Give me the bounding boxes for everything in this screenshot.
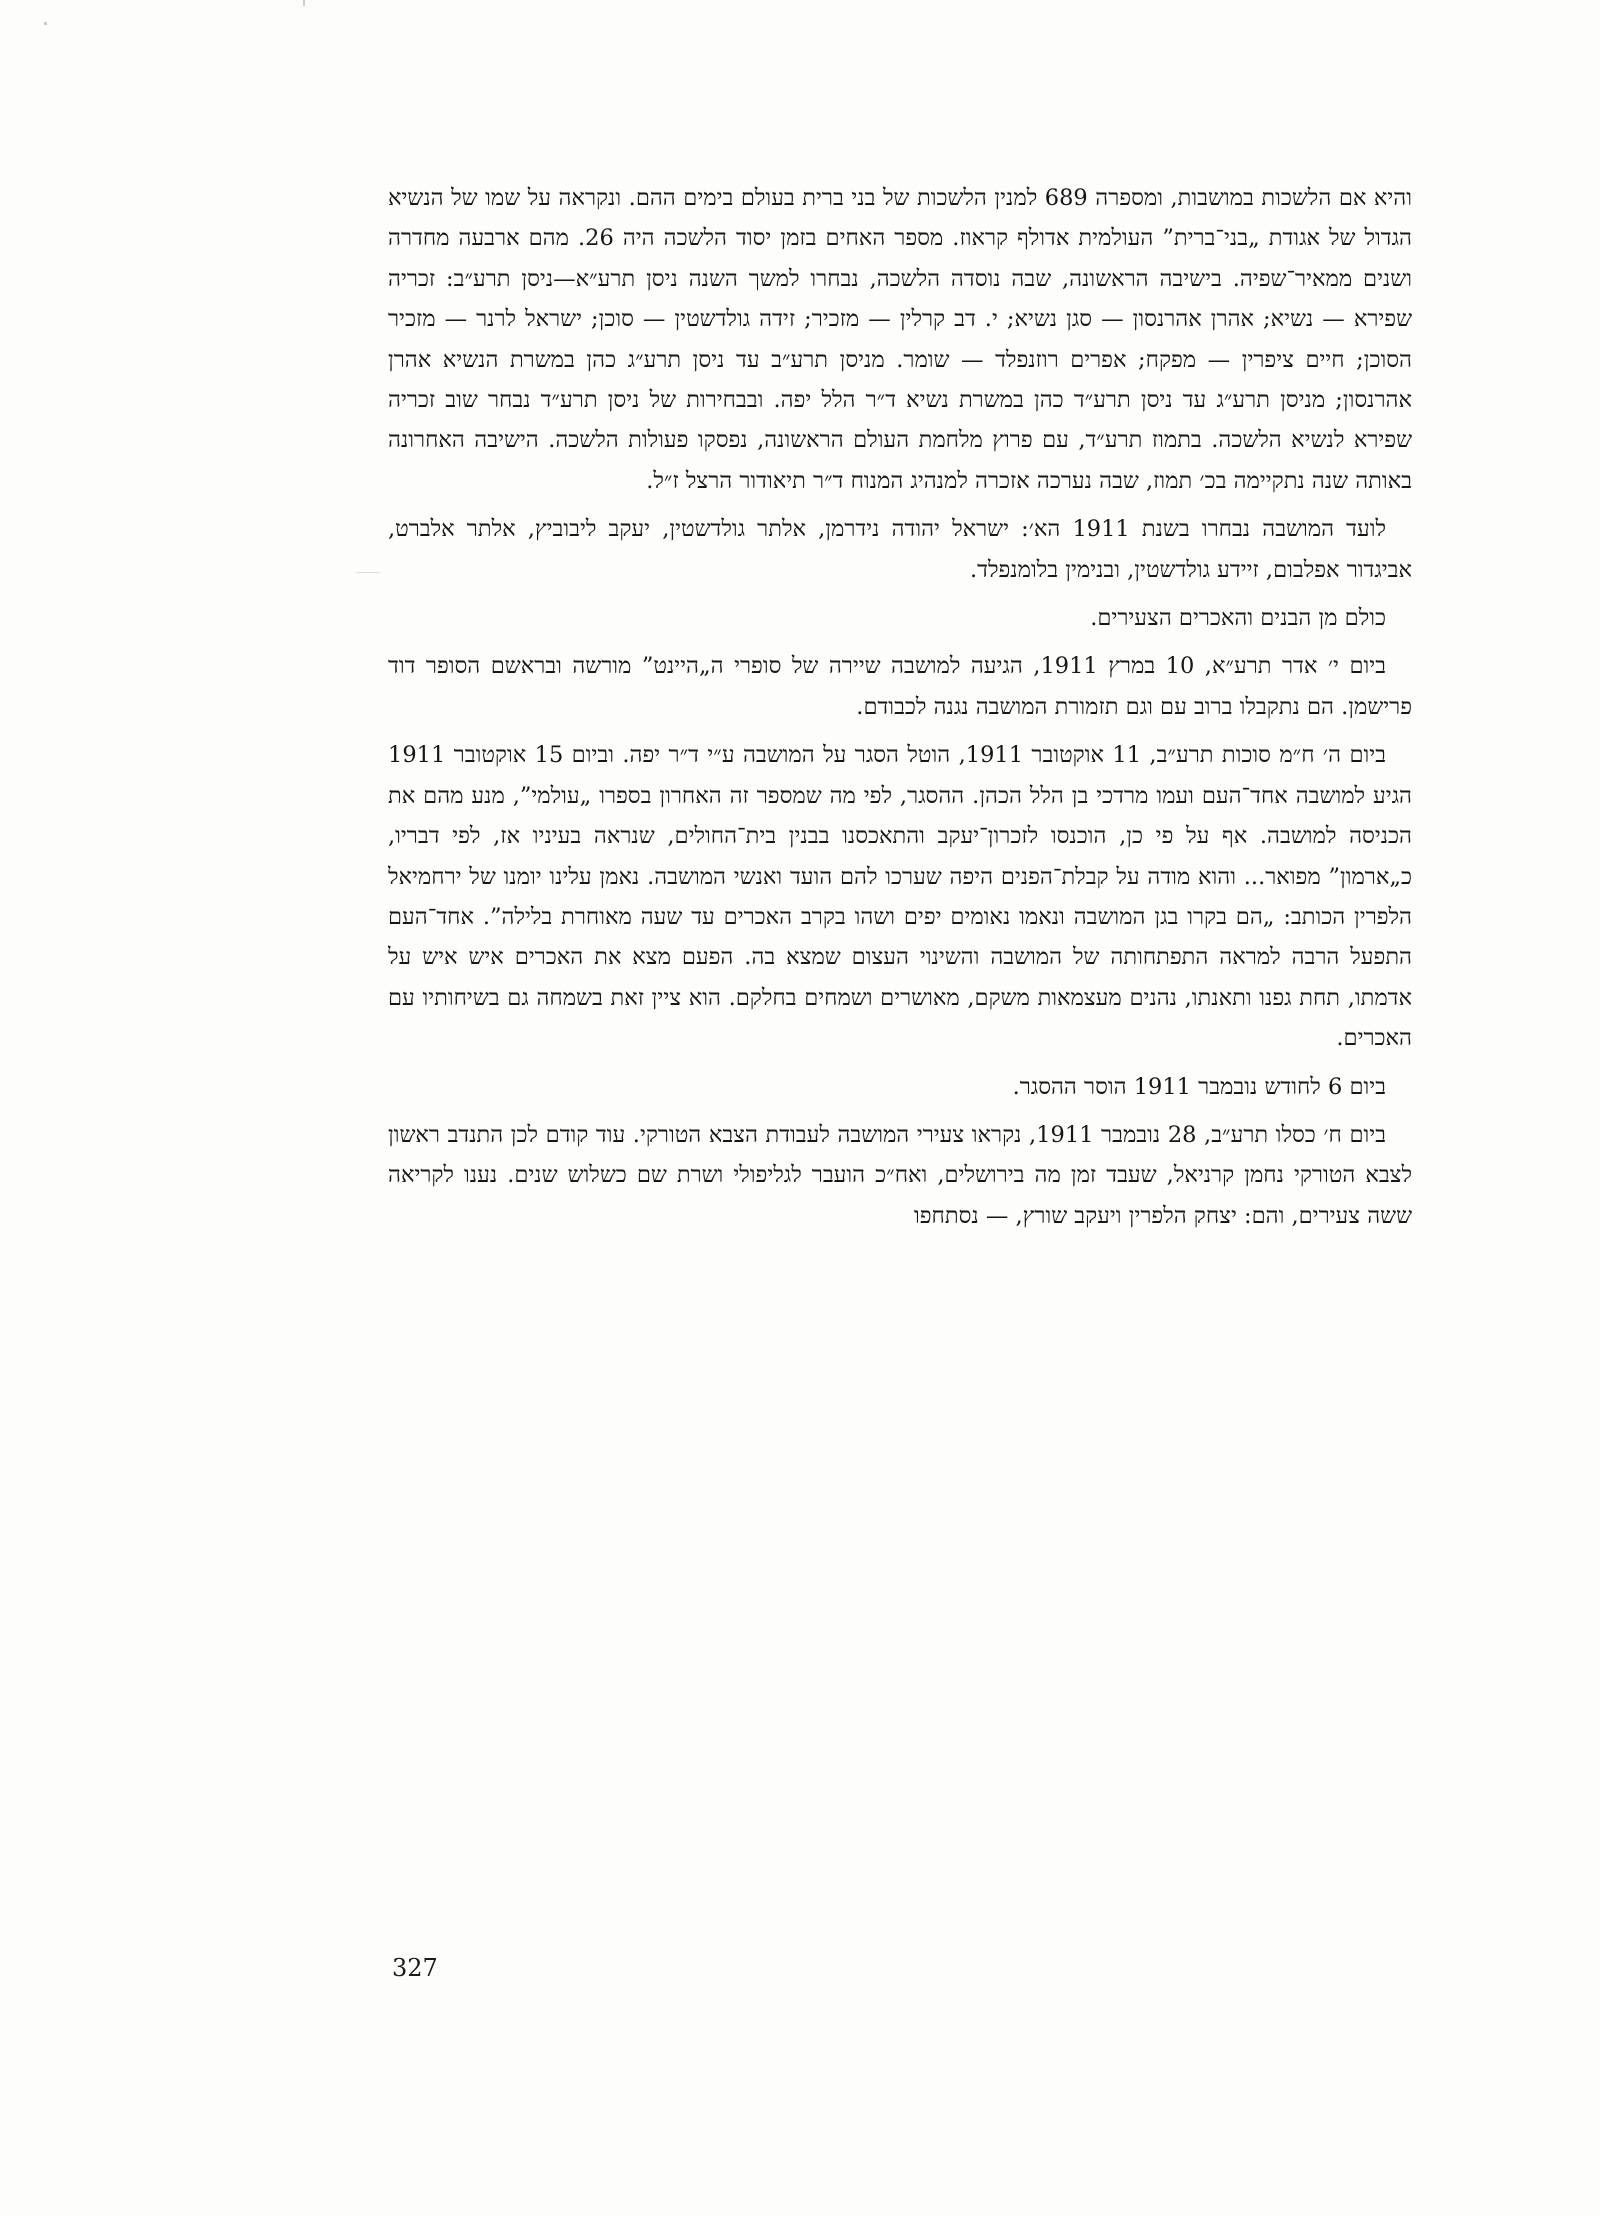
scan-speck	[44, 22, 47, 25]
paragraph-lodge-history: והיא אם הלשכות במושבות, ומספרה 689 למנין הלשכות של בני ברית בעולם בימים ההם. ונקראה על שמו של הנשיא הגדול של אגודת „בני־ברית” העולמית אדולף קראוז. מספר האחים בזמן יסוד הלשכה היה 26. מהם ארבעה מחדרה ושנים ממאיר־שפיה. בישיבה הראשונה, שבה נוסדה הלשכה, נבחרו למשך השנה ניסן תרע״א—ניסן תרע״ב: זכריה שפירא — נשיא; אהרן אהרנסון — סגן נשיא; י. דב קרלין — מזכיר; זידה גולדשטין — סוכן; ישראל לרנר — מזכיר הסוכן; חיים ציפרין — מפקח; אפרים רוזנפלד — שומר. מניסן תרע״ב עד ניסן תרע״ג כהן במשרת הנשיא אהרן אהרנסון; מניסן תרע״ג עד ניסן תרע״ד כהן במשרת נשיא ד״ר הלל יפה. ובבחירות של ניסן תרע״ד נבחר שוב זכריה שפירא לנשיא הלשכה. בתמוז תרע״ד, עם פרוץ מלחמת העולם הראשונה, נפסקו פעולות הלשכה. הישיבה האחרונה באותה שנה נתקיימה בכ׳ תמוז, שבה נערכה אזכרה למנהיג המנוח ד״ר תיאודור הרצל ז״ל.	[388, 185, 1413, 494]
paragraph-young-farmers: כולם מן הבנים והאכרים הצעירים.	[1090, 605, 1386, 632]
body-text	[388, 178, 1412, 1236]
paragraph-council-1911: לועד המושבה נבחרו בשנת 1911 הא׳: ישראל יהודה נידרמן, אלתר גולדשטין, יעקב ליבוביץ, אלתר אלברט, אביגדור אפלבום, זיידע גולדשטין, ובנימין בלומנפלד.	[388, 516, 1412, 583]
page-number: 327	[392, 1954, 438, 1982]
paragraph-quarantine: ביום ה׳ ח״מ סוכות תרע״ב, 11 אוקטובר 1911, הוטל הסגר על המושבה ע״י ד״ר יפה. וביום 15 אוקטובר 1911 הגיע למושבה אחד־העם ועמו מרדכי בן הלל הכהן. ההסגר, לפי מה שמספר זה האחרון בספרו „עולמי”, מנע מהם את הכניסה למושבה. אף על פי כן, הוכנסו לזכרון־יעקב והתאכסנו בבנין בית־החולים, שנראה בעיניו אז, לפי דבריו, כ„ארמון” מפואר... והוא מודה על קבלת־הפנים היפה שערכו להם הועד ואנשי המושבה. נאמן עלינו יומנו של ירחמיאל הלפרין הכותב: „הם בקרו בגן המושבה ונאמו נאומים יפים ושהו בקרב האכרים עד שעה מאוחרת בלילה”. אחד־העם התפעל הרבה למראה התפתחותה של המושבה והשינוי העצום שמצא בה. הפעם מצא את האכרים איש איש על אדמתו, תחת גפנו ותאנתו, נהנים מעצמאות משקם, מאושרים ושמחים בחלקם. הוא ציין זאת בשמחה גם בשיחותיו עם האכרים.	[388, 742, 1412, 1052]
paragraph-army-conscription: ביום ח׳ כסלו תרע״ב, 28 נובמבר 1911, נקראו צעירי המושבה לעבודת הצבא הטורקי. עוד קודם לכן התנדב ראשון לצבא הטורקי נחמן קרניאל, שעבד זמן מה בירושלים, ואח״כ הועבר לגליפולי ושרת שם כשלוש שנים. נענו לקריאה ששה צעירים, והם: יצחק הלפרין ויעקב שורץ, — נסתחפו	[388, 1121, 1412, 1229]
scan-speck	[356, 572, 380, 573]
paragraph-writers-visit: ביום י׳ אדר תרע״א, 10 במרץ 1911, הגיעה למושבה שיירה של סופרי ה„היינט” מורשה ובראשם הסופר דוד פרישמן. הם נתקבלו ברוב עם וגם תזמורת המושבה נגנה לכבודם.	[388, 653, 1412, 720]
scan-speck	[303, 0, 305, 6]
paragraph-quarantine-lifted: ביום 6 לחודש נובמבר 1911 הוסר ההסגר.	[1012, 1073, 1386, 1100]
